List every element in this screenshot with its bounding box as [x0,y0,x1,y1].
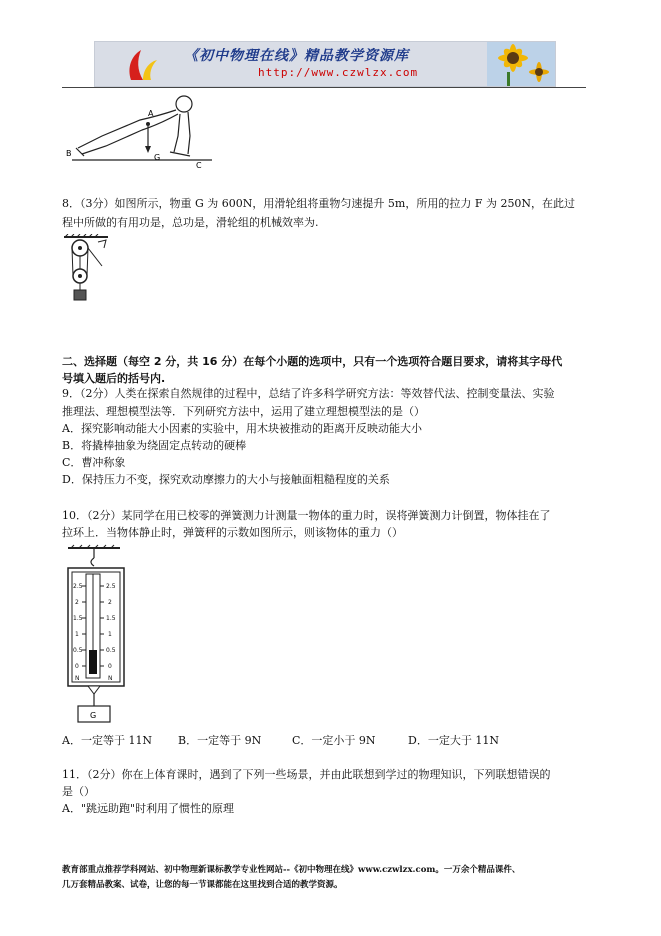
q10-line2: 拉环上．当物体静止时，弹簧秤的示数如图所示，则该物体的重力（） [62,526,403,539]
q11-line2: 是（） [62,785,95,798]
q8-line2: 程中所做的有用功是，总功是，滑轮组的机械效率为. [62,216,319,229]
q11-line1: 11．（2分）你在上体育课时，遇到了下列一些场景，并由此联想到学过的物理知识，下列联想错误的 [62,768,551,781]
scale-right-2: 2 [108,599,112,606]
weight-label: G [90,711,97,720]
header-divider [62,87,586,88]
section2-heading-line1: 二、选择题（每空 2 分，共 16 分）在每个小题的选项中，只有一个选项符合题目要求，请将其字母代 [62,355,563,368]
label-b: B [66,149,72,158]
label-g: G [154,153,161,162]
section2-heading-line2: 号填入题后的括号内. [62,372,166,385]
scale-left-25: 2.5 [73,583,83,590]
q10-option-c: C．一定小于 9N [292,734,376,747]
pulley-figure [62,234,114,306]
scale-left-2: 2 [75,599,79,606]
scale-right-1: 1 [108,631,112,638]
label-a: A [148,109,154,118]
footer-line1: 教育部重点推荐学科网站、初中物理新课标教学专业性网站--《初中物理在线》www.czwlzx.com。一万余个精品课件、 [62,865,521,875]
q9-option-a: A．探究影响动能大小因素的实验中，用木块被推动的距离开反映动能大小 [62,422,422,435]
scale-right-0: 0 [108,663,112,670]
label-c: C [196,161,202,170]
q10-option-b: B．一定等于 9N [178,734,262,747]
q9-line2: 推理法、理想模型法等．下列研究方法中，运用了建立理想模型法的是（） [62,405,425,418]
scale-right-05: 0.5 [106,647,116,654]
q11-option-a: A．"跳远助跑"时利用了惯性的原理 [62,802,235,815]
scale-left-0: 0 [75,663,79,670]
banner-title: 《初中物理在线》精品教学资源库 [184,48,409,64]
scale-left-05: 0.5 [73,647,83,654]
footer-line2: 几万套精品教案、试卷，让您的每一节课都能在这里找到合适的教学资源。 [62,880,343,890]
q10-line1: 10．（2分）某同学在用已校零的弹簧测力计测量一物体的重力时，误将弹簧测力计倒置，物体挂在了 [62,509,551,522]
sunflower-icon [487,42,555,86]
q10-option-d: D．一定大于 11N [408,734,499,747]
q9-line1: 9．（2分）人类在探索自然规律的过程中，总结了许多科学研究方法：等效替代法、控制变量法、实验 [62,387,555,400]
spring-scale-figure [62,544,134,728]
unit-right: N [108,675,113,682]
q9-option-b: B．将撬棒抽象为绕固定点转动的硬棒 [62,439,247,452]
pushup-figure [62,90,222,172]
unit-left: N [75,675,80,682]
scale-left-1: 1 [75,631,79,638]
scale-right-25: 2.5 [106,583,116,590]
scale-right-15: 1.5 [106,615,116,622]
q10-option-a: A．一定等于 11N [62,734,153,747]
banner-url[interactable]: http://www.czwlzx.com [258,66,419,79]
scale-left-15: 1.5 [73,615,83,622]
q9-option-c: C．曹冲称象 [62,456,126,469]
q8-line1: 8．（3分）如图所示，物重 G 为 600N，用滑轮组将重物匀速提升 5m，所用的拉力 F 为 250N，在此过 [62,197,576,210]
site-logo-icon [121,46,161,84]
q9-option-d: D．保持压力不变，探究欢动摩擦力的大小与接触面粗糙程度的关系 [62,473,390,486]
